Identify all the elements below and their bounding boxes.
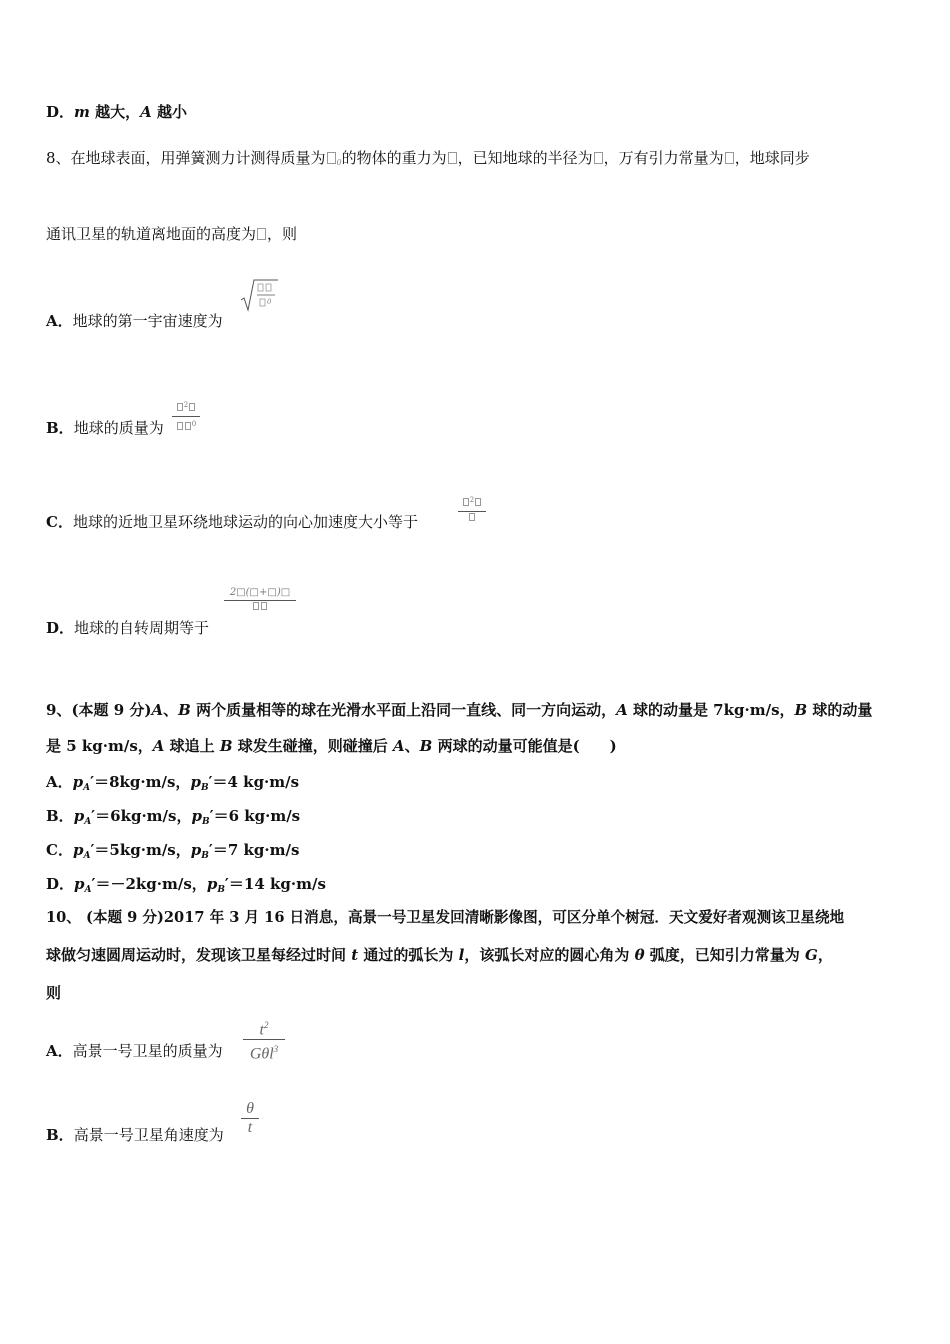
q8d-fraction: 2□(□+□)□ <box>224 587 296 614</box>
q8-option-a: A．地球的第一宇宙速度为 <box>46 312 223 330</box>
q10-option-a: A．高景一号卫星的质量为 <box>46 1042 223 1060</box>
formula-placeholder-icon <box>594 152 603 164</box>
q10a-fraction: $t^2$ Gθl$^3$ <box>243 1016 285 1064</box>
formula-placeholder-icon <box>327 152 336 164</box>
q9-stem-line2: 是 5 kg·m/s，A 球追上 B 球发生碰撞，则碰撞后 A、B 两球的动量可能值是( ) <box>46 737 617 755</box>
q8-stem-line1: 8、在地球表面，用弹簧测力计测得质量为 0的物体的重力为 ，已知地球的半径为 ，万有引力常量为 ，地球同步 <box>46 149 810 167</box>
q8-option-b: B．地球的质量为 <box>46 419 164 437</box>
sqrt-formula-icon <box>240 276 280 316</box>
q9-stem-line1: 9、(本题 9 分)A、B 两个质量相等的球在光滑水平面上沿同一直线、同一方向运动，A 球的动量是 7kg·m/s，B 球的动量 <box>46 701 873 719</box>
q10b-fraction: θ t <box>241 1100 259 1137</box>
q8-option-c: C．地球的近地卫星环绕地球运动的向心加速度大小等于 <box>46 513 418 531</box>
formula-placeholder-icon <box>448 152 457 164</box>
q9-option-a: A．$p_A'=8kg\cdot m/s$，$p_B'=4$ kg·m/s <box>46 773 300 793</box>
q9-option-d: D．$p_A'=-2kg\cdot m/s$，$p_B'=14$ kg·m/s <box>46 875 326 895</box>
formula-placeholder-icon <box>725 152 734 164</box>
q10-stem-line1: 10、 (本题 9 分)2017 年 3 月 16 日消息，高景一号卫星发回清晰影像图，可区分单个树冠．天文爱好者观测该卫星绕地 <box>46 909 845 926</box>
q8-stem-line2: 通讯卫星的轨道离地面的高度为 ，则 <box>46 225 298 243</box>
formula-placeholder-icon <box>257 228 266 240</box>
q8c-fraction: 2 <box>458 494 486 525</box>
q8-option-d: D．地球的自转周期等于 <box>46 619 210 637</box>
q9-option-b: B．$p_A'=6kg\cdot m/s$，$p_B'=6$ kg·m/s <box>46 807 301 827</box>
q7-option-d: D．m 越大，A 越小 <box>46 103 187 121</box>
q10-stem-line2: 球做匀速圆周运动时，发现该卫星每经过时间 t 通过的弧长为 l，该弧长对应的圆心角为 θ 弧度，已知引力常量为 G， <box>46 946 833 964</box>
q8b-fraction: $^2$ $^0$ <box>172 399 200 434</box>
q9-option-c: C．$p_A'=5kg\cdot m/s$，$p_B'=7$ kg·m/s <box>46 841 300 861</box>
q10-option-b: B．高景一号卫星角速度为 <box>46 1126 224 1144</box>
q10-stem-line3: 则 <box>46 984 62 1002</box>
